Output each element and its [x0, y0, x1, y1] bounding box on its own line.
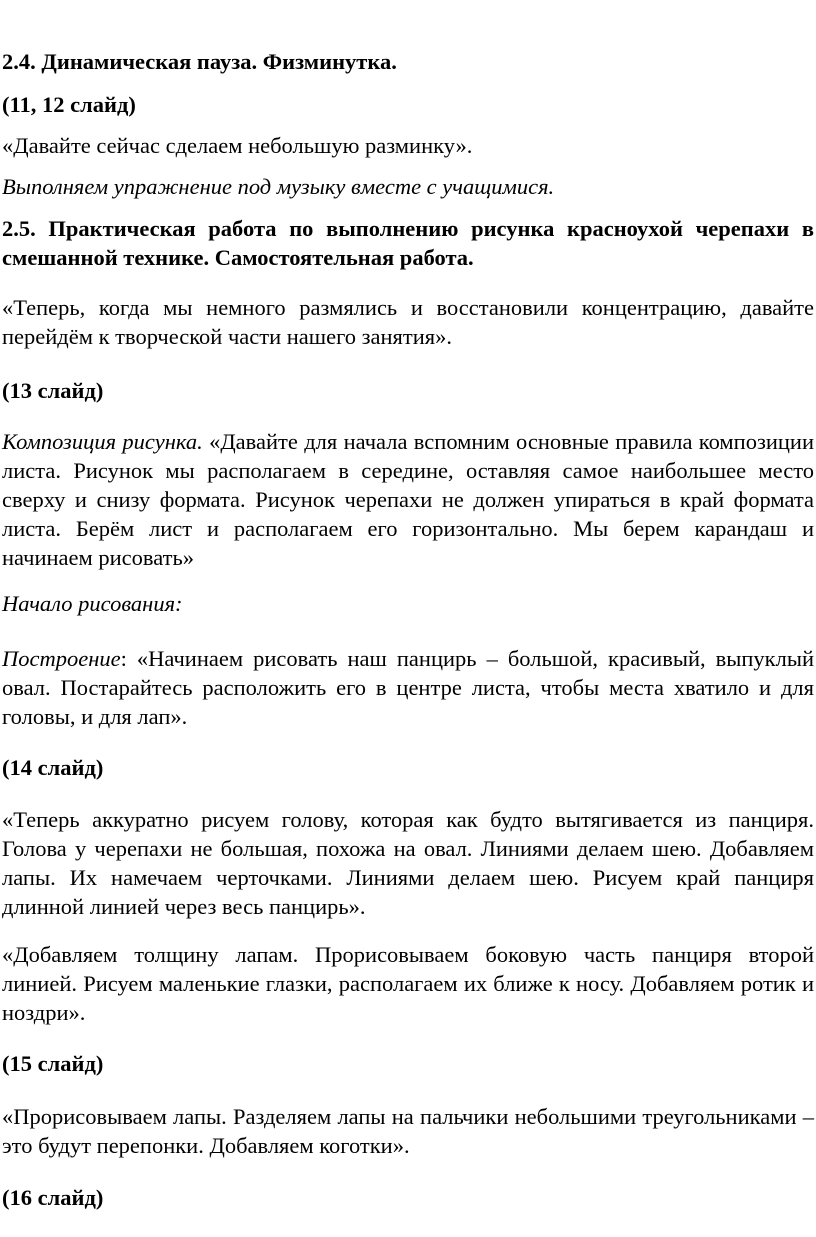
slide-reference-16: (16 слайд) [2, 1185, 104, 1210]
intro-quote: «Теперь, когда мы немного размялись и восстановили концентрацию, давайте перейдём к творческой части нашего занятия». [2, 295, 814, 349]
paws-paragraph: «Прорисовываем лапы. Разделяем лапы на пальчики небольшими треугольниками – это будут перепонки. Добавляем коготки». [2, 1104, 814, 1158]
slide-reference-15: (15 слайд) [2, 1051, 104, 1076]
drawing-start-label: Начало рисования: [2, 591, 183, 616]
section-2-4-heading: 2.4. Динамическая пауза. Физминутка. [2, 49, 397, 74]
thickness-paragraph: «Добавляем толщину лапам. Прорисовываем боковую часть панциря второй линией. Рисуем маленькие глазки, располагаем их ближе к носу. Добавляем ротик и ноздри». [2, 942, 814, 1025]
composition-label: Композиция рисунка. [2, 429, 203, 454]
slide-reference-13: (13 слайд) [2, 378, 104, 403]
composition-paragraph [2, 427, 814, 572]
slide-reference-14: (14 слайд) [2, 755, 104, 780]
construction-label: Построение [2, 646, 121, 671]
exercise-instruction: Выполняем упражнение под музыку вместе с учащимися. [2, 174, 555, 199]
warmup-quote: «Давайте сейчас сделаем небольшую разминку». [2, 133, 473, 158]
head-drawing-paragraph: «Теперь аккуратно рисуем голову, которая как будто вытягивается из панциря. Голова у черепахи не большая, похожа на овал. Линиями делаем шею. Добавляем лапы. Их намечаем черточками. Линиями делаем шею. Рисуем край панциря длинной линией через весь панцирь». [2, 807, 814, 919]
construction-paragraph [2, 644, 814, 731]
section-2-5-heading: 2.5. Практическая работа по выполнению рисунка красноухой черепахи в смешанной технике. Самостоятельная работа. [2, 216, 814, 270]
slide-reference-11-12: (11, 12 слайд) [2, 92, 136, 117]
composition-text: «Давайте для начала вспомним основные правила композиции листа. Рисунок мы располагаем в середине, оставляя самое наибольшее место сверху и снизу формата. Рисунок черепахи не должен упираться в край формата листа. Берём лист и располагаем его горизонтально. Мы берем карандаш и начинаем рисовать» [2, 429, 814, 570]
construction-text: : «Начинаем рисовать наш панцирь – большой, красивый, выпуклый овал. Постарайтесь расположить его в центре листа, чтобы места хватило и для головы, и для лап». [2, 646, 814, 729]
